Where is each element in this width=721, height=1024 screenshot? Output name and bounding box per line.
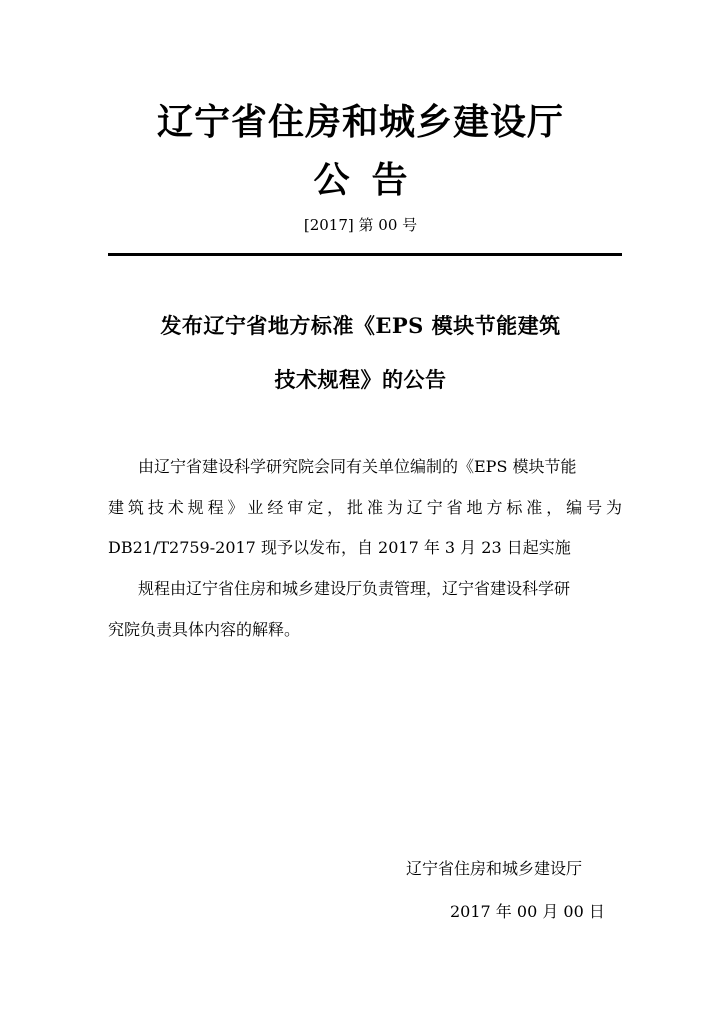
paragraph-1-line-2: 建筑技术规程》业经审定，批准为辽宁省地方标准，编号为 [108,498,622,517]
paragraph-1-line-3: DB21/T2759-2017 现予以发布，自 2017 年 3 月 23 日起实施 [108,538,571,557]
issuing-organization-header: 辽宁省住房和城乡建设厅 [156,101,564,143]
signature-organization: 辽宁省住房和城乡建设厅 [406,859,583,878]
announcement-title-line-2: 技术规程》的公告 [274,367,447,392]
header-divider-rule [108,253,622,256]
signature-date: 2017 年 00 月 00 日 [450,902,605,921]
paragraph-1-line-1: 由辽宁省建设科学研究院会同有关单位编制的《EPS 模块节能 [138,457,577,476]
announcement-title-line-1: 发布辽宁省地方标准《EPS 模块节能建筑 [160,313,561,338]
paragraph-2-line-2: 究院负责具体内容的解释。 [108,620,301,639]
document-type-heading: 公告 [313,159,430,201]
paragraph-2-line-1: 规程由辽宁省住房和城乡建设厅负责管理，辽宁省建设科学研 [138,579,571,598]
document-number: [2017] 第 00 号 [303,216,418,234]
